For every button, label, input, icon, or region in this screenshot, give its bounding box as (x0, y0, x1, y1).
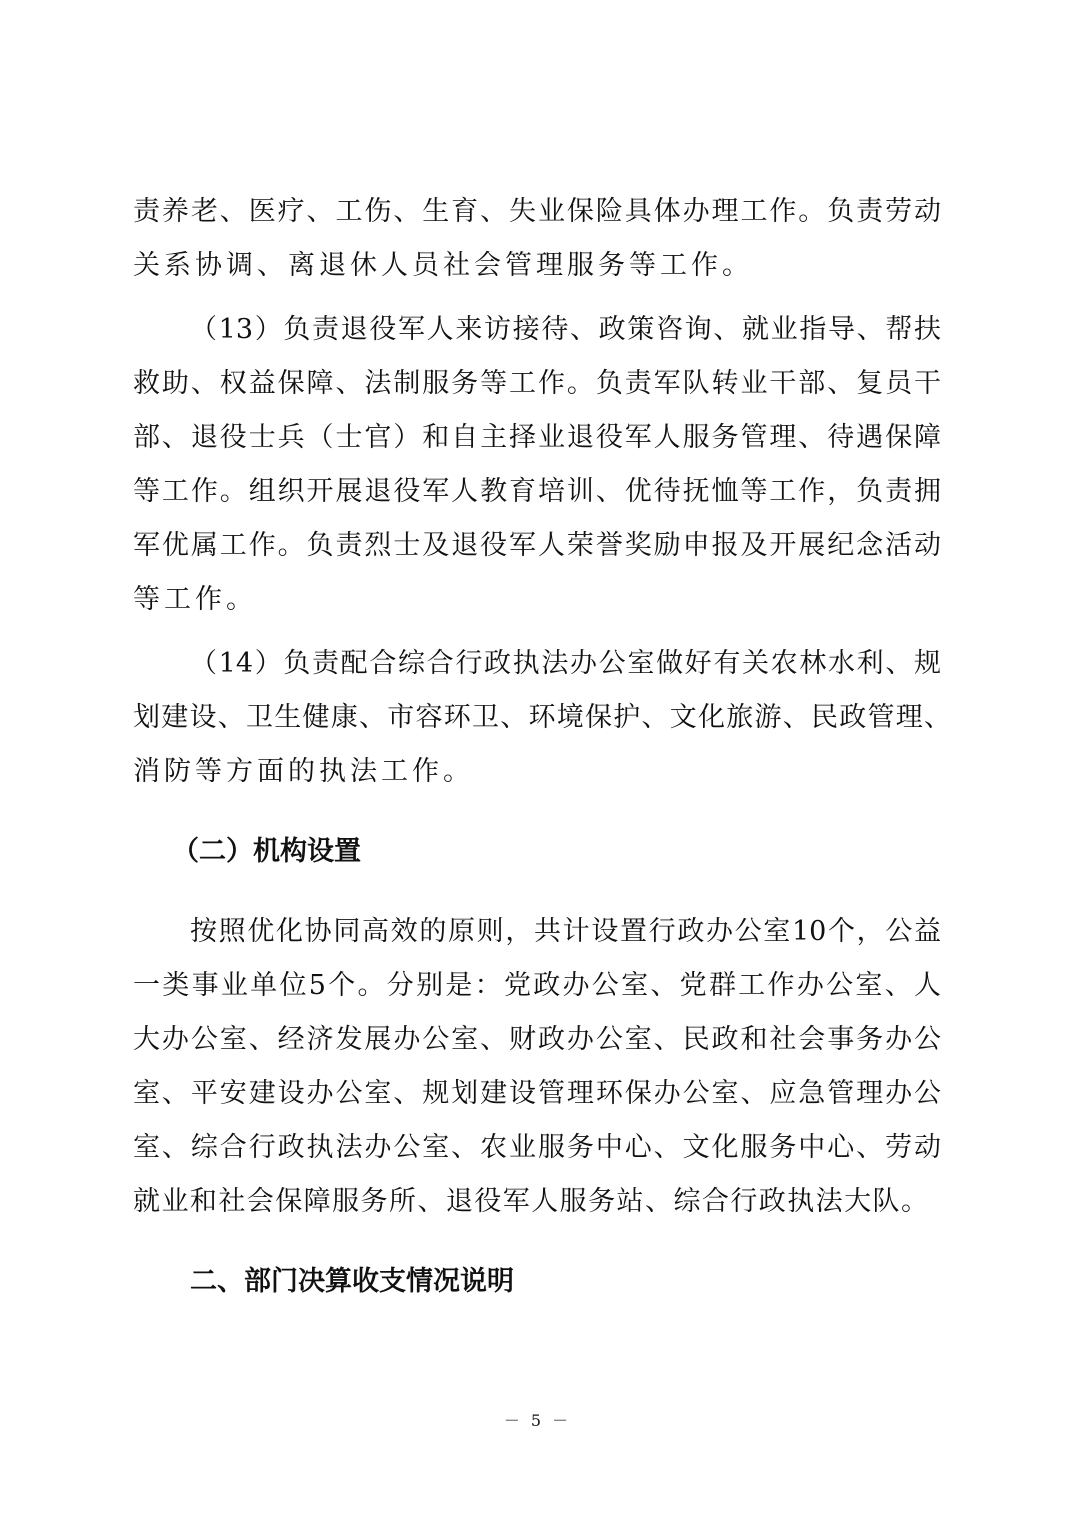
text-line: 划建设、卫生健康、市容环卫、环境保护、文化旅游、民政管理、 (133, 702, 951, 733)
text-line: （14）负责配合综合行政执法办公室做好有关农林水利、规 (190, 648, 941, 679)
text-line: 按照优化协同高效的原则，共计设置行政办公室10个，公益 (190, 916, 941, 947)
text-line: 消防等方面的执法工作。 (133, 756, 474, 787)
text-line: 部、退役士兵（士官）和自主择业退役军人服务管理、待遇保障 (133, 422, 941, 453)
text-line: 室、平安建设办公室、规划建设管理环保办公室、应急管理办公 (133, 1078, 941, 1109)
text-line: 军优属工作。负责烈士及退役军人荣誉奖励申报及开展纪念活动 (133, 530, 941, 561)
section-heading: （二）机构设置 (172, 836, 361, 867)
text-line: 等工作。组织开展退役军人教育培训、优待抚恤等工作，负责拥 (133, 476, 941, 507)
text-line: 室、综合行政执法办公室、农业服务中心、文化服务中心、劳动 (133, 1132, 941, 1163)
text-line: （13）负责退役军人来访接待、政策咨询、就业指导、帮扶 (190, 314, 941, 345)
text-line: 关系协调、离退休人员社会管理服务等工作。 (133, 250, 753, 281)
page-number: － 5 － (503, 1411, 572, 1430)
text-line: 救助、权益保障、法制服务等工作。负责军队转业干部、复员干 (133, 368, 941, 399)
text-line: 就业和社会保障服务所、退役军人服务站、综合行政执法大队。 (133, 1186, 928, 1217)
text-line: 一类事业单位5个。分别是：党政办公室、党群工作办公室、人 (133, 970, 941, 1001)
text-line: 等工作。 (133, 584, 257, 615)
part-heading: 二、部门决算收支情况说明 (190, 1266, 514, 1297)
text-line: 责养老、医疗、工伤、生育、失业保险具体办理工作。负责劳动 (133, 196, 941, 227)
text-line: 大办公室、经济发展办公室、财政办公室、民政和社会事务办公 (133, 1024, 941, 1055)
